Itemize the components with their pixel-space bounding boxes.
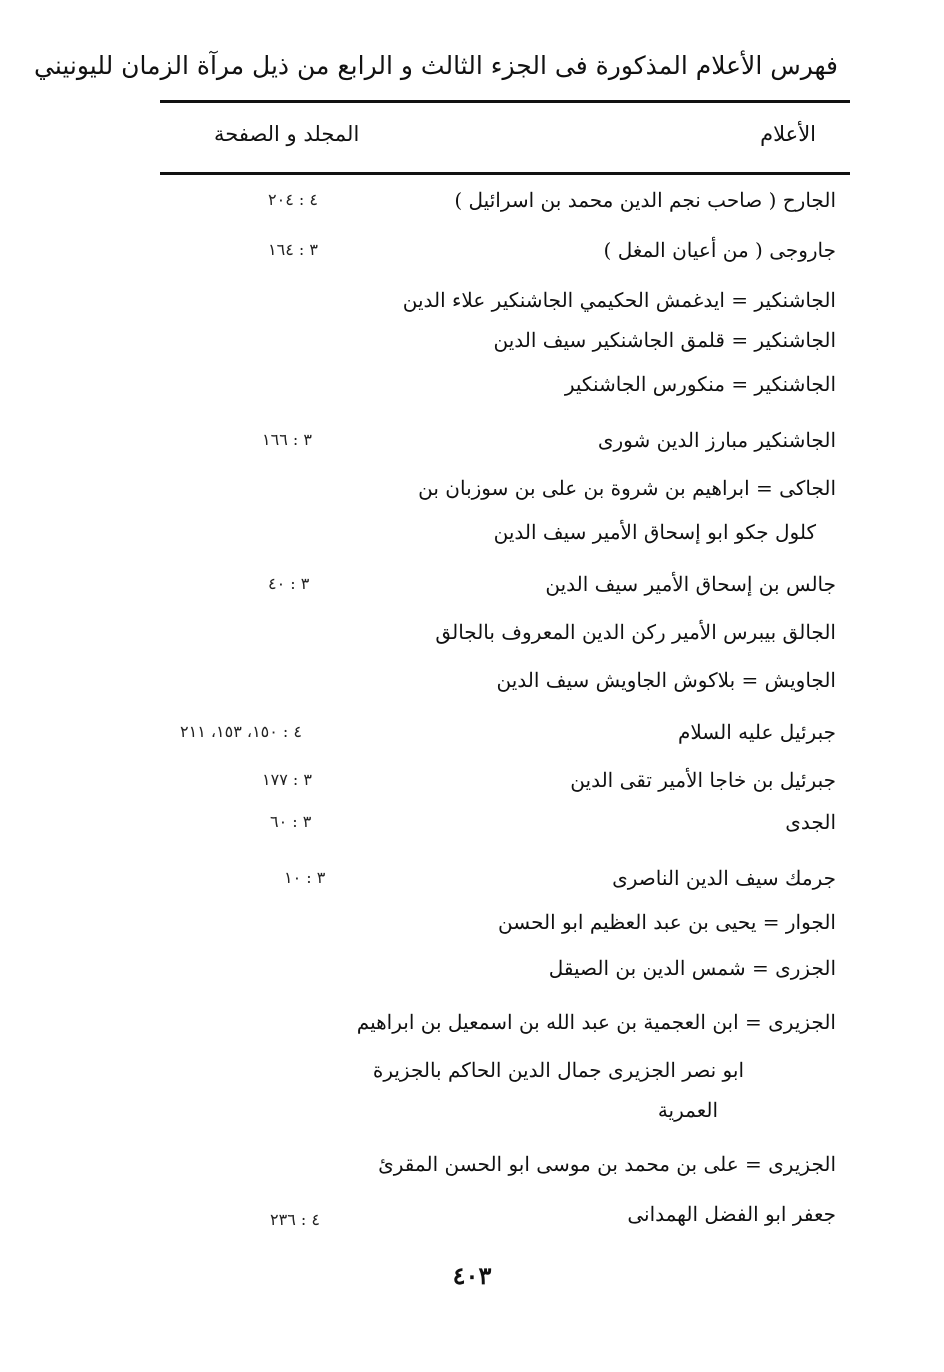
entry-name: الجاكى = ابراهيم بن شروة بن على بن سوزبان بن [418,476,836,500]
entry-name-continuation: العمرية [657,1098,718,1122]
entry-name: جرمك سيف الدين الناصرى [612,866,836,890]
entry-ref: ٤ : ٢٣٦ [270,1210,320,1229]
entry-name-continuation: ابو نصر الجزيرى جمال الدين الحاكم بالجزيرة [372,1058,744,1082]
entry-ref: ٣ : ٤٠ [268,574,310,593]
page-title: فهرس الأعلام المذكورة فى الجزء الثالث و الرابع من ذيل مرآة الزمان لليونيني [34,51,838,80]
entry-name: الجزيرى = على بن محمد بن موسى ابو الحسن المقرئ [378,1152,836,1176]
column-header-volume-page: المجلد و الصفحة [214,122,360,146]
entry-name: الجاشنكير = قلمق الجاشنكير سيف الدين [493,328,836,352]
entry-name: الجدى [785,810,836,834]
entry-ref: ٣ : ١٦٤ [268,240,318,259]
entry-name-continuation: كلول جكو ابو إسحاق الأمير سيف الدين [493,520,816,544]
entry-name: جالس بن إسحاق الأمير سيف الدين [545,572,836,596]
entry-ref: ٣ : ١٦٦ [262,430,312,449]
column-header-names: الأعلام [760,122,816,146]
entry-name: الجاشنكير = ايدغمش الحكيمي الجاشنكير علاء الدين [402,288,836,312]
entry-name: جاروجى ( من أعيان المغل ) [603,238,836,262]
entry-name: الجاشنكير مبارز الدين شورى [597,428,836,452]
entry-name: الجالق بيبرس الأمير ركن الدين المعروف بالجالق [435,620,836,644]
entry-name: جبرئيل عليه السلام [677,720,836,744]
entry-ref: ٤ : ٢٠٤ [268,190,318,209]
entry-name: الجاشنكير = منكورس الجاشنكير [564,372,836,396]
entry-name: جبرئيل بن خاجا الأمير تقى الدين [570,768,836,792]
page-number: ٤٠٣ [452,1261,492,1290]
entry-name: الجوار = يحيى بن عبد العظيم ابو الحسن [498,910,836,934]
entry-name: الجاويش = بلاكوش الجاويش سيف الدين [496,668,836,692]
entry-name: الجزيرى = ابن العجمية بن عبد الله بن اسمعيل بن ابراهيم [356,1010,836,1034]
entry-ref: ٣ : ١٠ [284,868,326,887]
entry-ref: ٤ : ١٥٠، ١٥٣، ٢١١ [180,722,302,741]
entry-name: جعفر ابو الفضل الهمدانى [627,1202,836,1226]
entry-ref: ٣ : ١٧٧ [262,770,312,789]
entry-name: الجارح ( صاحب نجم الدين محمد بن اسرائيل ) [454,188,836,212]
entry-ref: ٣ : ٦٠ [270,812,312,831]
entry-name: الجزرى = شمس الدين بن الصيقل [548,956,836,980]
